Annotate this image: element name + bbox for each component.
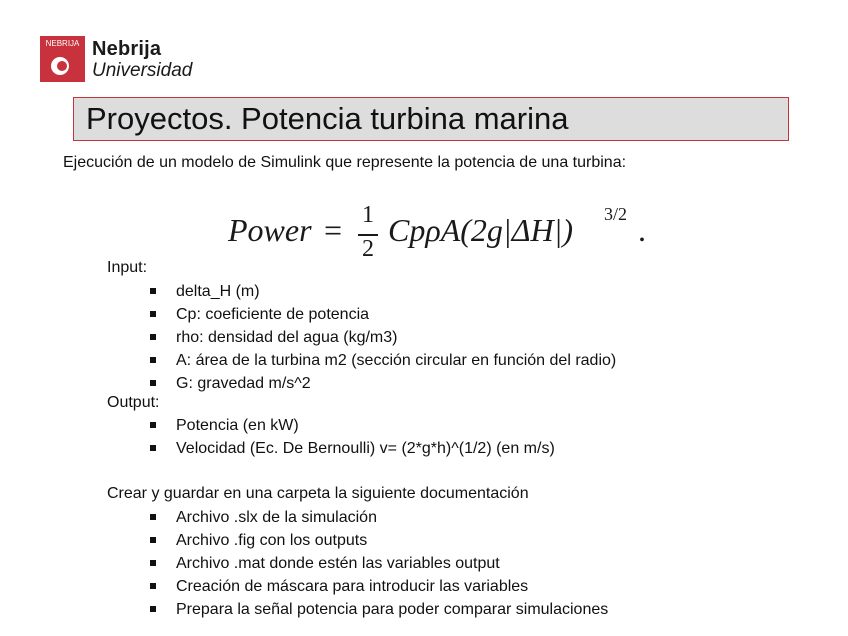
list-item: Archivo .mat donde estén las variables output — [150, 552, 608, 575]
bullet-icon — [150, 311, 156, 317]
formula-end: . — [638, 212, 646, 248]
formula-lhs: Power — [228, 212, 312, 248]
input-heading: Input: — [107, 259, 148, 276]
bullet-icon — [150, 334, 156, 340]
docs-heading: Crear y guardar en una carpeta la siguiente documentación — [107, 485, 529, 502]
list-item: Archivo .slx de la simulación — [150, 506, 608, 529]
bullet-icon — [150, 537, 156, 543]
power-formula — [228, 196, 658, 276]
page-title: Proyectos. Potencia turbina marina — [86, 101, 569, 136]
docs-list — [150, 506, 608, 621]
formula-rhs: CpρA(2g|ΔH|) — [388, 212, 574, 248]
list-item: A: área de la turbina m2 (sección circular en función del radio) — [150, 349, 616, 372]
output-heading: Output: — [107, 394, 160, 411]
formula-fraction-denominator: 2 — [362, 236, 374, 262]
intro-text: Ejecución de un modelo de Simulink que represente la potencia de una turbina: — [63, 154, 627, 171]
logo-name: Nebrija — [92, 38, 162, 60]
formula-fraction-numerator: 1 — [362, 202, 374, 228]
bullet-icon — [150, 445, 156, 451]
title-box — [73, 97, 789, 141]
formula-equals: = — [324, 212, 343, 248]
nebrija-logo-mark — [40, 36, 85, 82]
formula-exponent: 3/2 — [604, 204, 628, 224]
list-item: Cp: coeficiente de potencia — [150, 303, 616, 326]
list-item: delta_H (m) — [150, 280, 616, 303]
list-item: Archivo .fig con los outputs — [150, 529, 608, 552]
formula-fraction — [356, 202, 382, 274]
nebrija-logo — [40, 36, 220, 86]
bullet-icon — [150, 288, 156, 294]
list-item: rho: densidad del agua (kg/m3) — [150, 326, 616, 349]
list-item: Potencia (en kW) — [150, 414, 555, 437]
list-item: G: gravedad m/s^2 — [150, 372, 616, 395]
bullet-icon — [150, 514, 156, 520]
list-item: Velocidad (Ec. De Bernoulli) v= (2*g*h)^(1/2) (en m/s) — [150, 437, 555, 460]
bullet-icon — [150, 380, 156, 386]
bullet-icon — [150, 422, 156, 428]
bullet-icon — [150, 583, 156, 589]
bullet-icon — [150, 606, 156, 612]
list-item: Prepara la señal potencia para poder comparar simulaciones — [150, 598, 608, 621]
logo-mark-text: NEBRIJA — [45, 39, 80, 48]
bullet-icon — [150, 560, 156, 566]
output-list — [150, 414, 555, 460]
input-list — [150, 280, 616, 395]
logo-subtitle: Universidad — [92, 60, 193, 81]
list-item: Creación de máscara para introducir las variables — [150, 575, 608, 598]
bullet-icon — [150, 357, 156, 363]
